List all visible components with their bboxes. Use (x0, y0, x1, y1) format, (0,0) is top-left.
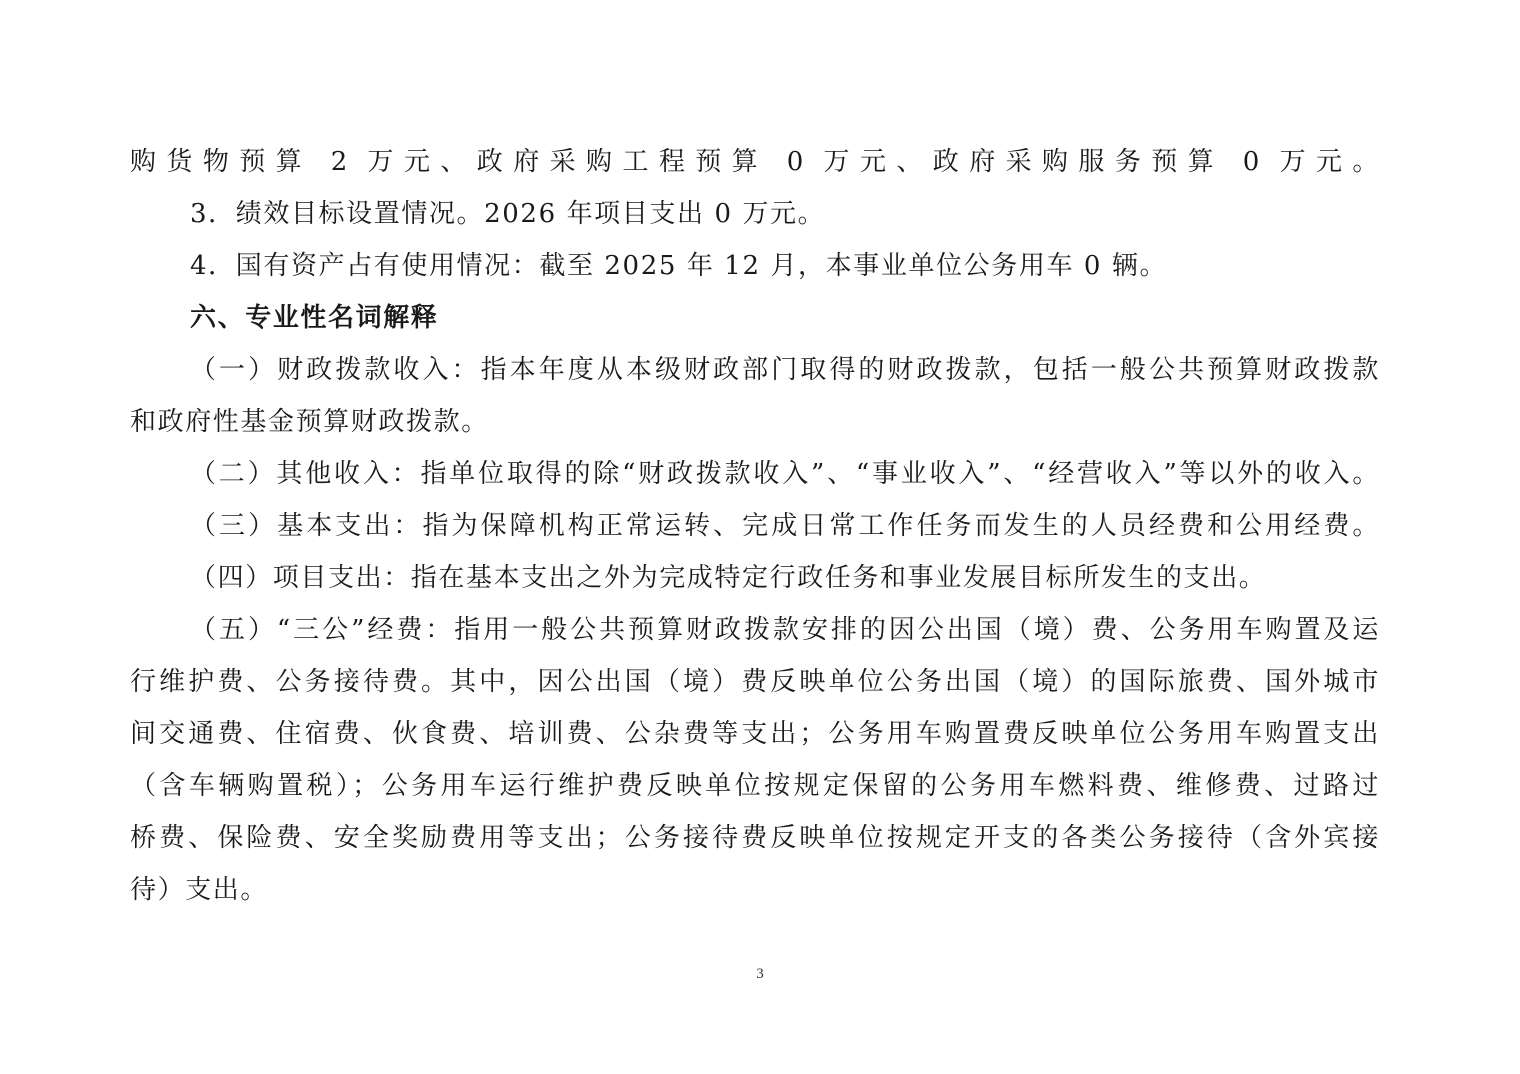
paragraph-line: 和政府性基金预算财政拨款。 (130, 407, 489, 437)
document-body (130, 136, 1380, 916)
paragraph-line: 行维护费、公务接待费。其中，因公出国（境）费反映单位公务出国（境）的国际旅费、国外城市 (130, 667, 1380, 697)
paragraph-line: 3．绩效目标设置情况。2026 年项目支出 0 万元。 (190, 199, 826, 229)
paragraph-line: 桥费、保险费、安全奖励费用等支出；公务接待费反映单位按规定开支的各类公务接待（含外宾接 (130, 823, 1380, 853)
paragraph-line: （三）基本支出：指为保障机构正常运转、完成日常工作任务而发生的人员经费和公用经费。 (190, 511, 1380, 541)
paragraph-line: （二）其他收入：指单位取得的除“财政拨款收入”、“事业收入”、“经营收入”等以外的收入。 (190, 459, 1380, 489)
paragraph-line: （四）项目支出：指在基本支出之外为完成特定行政任务和事业发展目标所发生的支出。 (190, 563, 1267, 593)
section-heading: 六、专业性名词解释 (190, 303, 439, 333)
paragraph-line: 待）支出。 (130, 875, 269, 905)
paragraph-line: 4．国有资产占有使用情况：截至 2025 年 12 月，本事业单位公务用车 0 辆。 (190, 251, 1168, 281)
paragraph-line: （含车辆购置税）；公务用车运行维护费反映单位按规定保留的公务用车燃料费、维修费、过路过 (130, 771, 1380, 801)
page-number: 3 (756, 966, 764, 982)
paragraph-line: （五）“三公”经费：指用一般公共预算财政拨款安排的因公出国（境）费、公务用车购置及运 (190, 615, 1380, 645)
paragraph-line: （一）财政拨款收入：指本年度从本级财政部门取得的财政拨款，包括一般公共预算财政拨款 (190, 355, 1380, 385)
paragraph-line: 间交通费、住宿费、伙食费、培训费、公杂费等支出；公务用车购置费反映单位公务用车购置支出 (130, 719, 1380, 749)
paragraph-line: 购货物预算 2 万元、政府采购工程预算 0 万元、政府采购服务预算 0 万元。 (130, 147, 1380, 177)
